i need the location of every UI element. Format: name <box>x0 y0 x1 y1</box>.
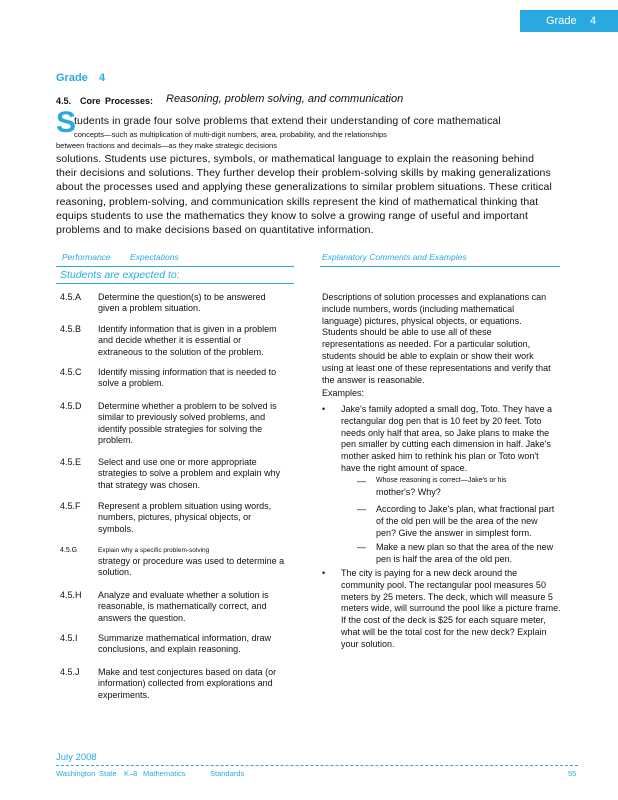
expectation-item <box>60 457 300 493</box>
section-title: Reasoning, problem solving, and communication <box>166 93 404 105</box>
intro-line-3: between fractions and decimals—as they make strategic decisions <box>56 141 277 150</box>
expected-subheading: Students are expected to: <box>60 269 180 281</box>
left-heading-rule <box>56 266 294 267</box>
bullet-dot: • <box>322 568 326 578</box>
example-1-text: Jake's family adopted a small dog, Toto. They have a rectangular dog pen that is 10 feet by 20 feet. Toto needs only half that area, so Jake plans to make the pen smaller by cutting each dimension in half. Jake's mother asked him to rethink his plan or Toto won't have the right amount of space. <box>341 404 553 473</box>
expectation-item <box>60 633 300 657</box>
item-number: 4.5.C <box>60 367 82 377</box>
item-text: Represent a problem situation using words, numbers, pictures, physical objects, or symbols. <box>98 501 272 534</box>
item-text: strategy or procedure was used to determine a solution. <box>98 556 285 578</box>
expectation-item <box>60 501 300 537</box>
example-1-question-2: According to Jake's plan, what fractional part of the old pen will be the area of the new pen? Give the answer in simplest form. <box>376 504 555 538</box>
example-1-question-3: Make a new plan so that the area of the new pen is half the area of the old pen. <box>376 542 554 564</box>
grade-tab-number: 4 <box>590 15 597 27</box>
right-heading-rule <box>320 266 560 267</box>
item-text: Summarize mathematical information, draw conclusions, and explain reasoning. <box>98 633 272 655</box>
item-text: Determine whether a problem to be solved is similar to previously solved problems, and identify possible strategies for solving the problem. <box>98 401 277 446</box>
intro-line-2: concepts—such as multiplication of multi-digit numbers, area, probability, and the relationships <box>74 130 387 139</box>
intro-body-line: their decisions and solutions. They further develop their problem-solving skills by making generalizations <box>56 167 551 180</box>
dash-mark: — <box>357 476 366 486</box>
intro-body-line: equips students to use the mathematics they know to solve a growing range of useful and important <box>56 209 528 222</box>
item-number: 4.5.E <box>60 457 82 467</box>
expectation-item <box>60 545 300 581</box>
item-text-small: Explain why a specific problem-solving <box>98 547 210 554</box>
dash-mark: — <box>357 504 366 514</box>
footer-rule <box>56 765 578 766</box>
item-number: 4.5.A <box>60 292 82 302</box>
footer-page-number: 55 <box>568 769 577 778</box>
item-text: Identify information that is given in a problem and decide whether it is essential or extraneous to the solution of the problem. <box>98 324 277 357</box>
item-text: Analyze and evaluate whether a solution is reasonable, is mathematically correct, and answers the question. <box>98 590 269 623</box>
item-number: 4.5.B <box>60 324 82 334</box>
example-2-text: The city is paying for a new deck around the community pool. The rectangular pool measures 50 meters by 25 meters. The deck, which will measure 5 meters wide, will surround the pool like a picture frame. If the cost of the deck is $25 for each square meter, what will be the total cost for the new deck? Explain your solution. <box>341 568 561 649</box>
expectation-item <box>60 667 300 703</box>
footer-date: July 2008 <box>56 752 97 763</box>
intro-body-line: reasoning, problem-solving, and communication skills represent the kind of mathematical thinking that <box>56 195 539 208</box>
intro-body-line: solutions. Students use pictures, symbols, or mathematical language to explain the reasoning behind <box>56 153 535 165</box>
footer-mathematics: Mathematics <box>143 769 186 778</box>
section-grade-word: Grade <box>56 72 88 84</box>
intro-body <box>56 152 576 237</box>
footer-standards: Standards <box>210 769 245 778</box>
section-number: 4.5. <box>56 96 72 106</box>
item-number: 4.5.J <box>60 667 80 677</box>
expectation-item <box>60 401 300 449</box>
expectation-item <box>60 292 300 316</box>
left-subheading-rule <box>56 283 294 284</box>
intro-body-line: about the processes used and applying these generalizations to similar problem situations. These critical <box>56 181 552 194</box>
comments-paragraph: Descriptions of solution processes and explanations can include numbers, words (including mathematical language) pictures, physical objects, or equations. Students should be able to use all of these representations as needed. For a particular solution, students should be able to explain or show their work using at least one of these representations and verify that the answer is reasonable. <box>322 292 551 385</box>
bullet-dot: • <box>322 404 326 414</box>
item-text: Make and test conjectures based on data (or information) collected from explorations and experiments. <box>98 667 277 700</box>
intro-body-line: problems and to make decisions based on quantitative information. <box>56 224 374 237</box>
grade-tab <box>520 10 618 32</box>
intro-dropcap: S <box>56 106 77 139</box>
item-number: 4.5.I <box>60 633 78 643</box>
intro-line-1: tudents in grade four solve problems that extend their understanding of core mathematical <box>74 115 501 127</box>
item-number: 4.5.H <box>60 590 82 600</box>
expectations-heading: Expectations <box>130 252 179 262</box>
example-1-question-1: mother's? Why? <box>376 487 441 497</box>
section-processes: Processes: <box>105 96 154 106</box>
item-text: Select and use one or more appropriate strategies to solve a problem and explain why that strategy was chosen. <box>98 457 281 490</box>
expectation-item <box>60 590 300 626</box>
comments-heading: Explanatory Comments and Examples <box>322 252 467 262</box>
expectation-item <box>60 324 300 360</box>
item-text: Determine the question(s) to be answered given a problem situation. <box>98 292 266 314</box>
item-number: 4.5.F <box>60 501 81 511</box>
grade-tab-word: Grade <box>546 15 577 27</box>
footer-k8: K–8 <box>124 769 138 778</box>
performance-heading: Performance <box>62 252 111 262</box>
item-number: 4.5.G <box>60 547 78 554</box>
examples-label: Examples: <box>322 388 365 398</box>
expectation-item <box>60 367 300 391</box>
item-number: 4.5.D <box>60 401 82 411</box>
section-core: Core <box>80 96 101 106</box>
item-text: Identify missing information that is needed to solve a problem. <box>98 367 277 389</box>
section-grade-number: 4 <box>99 72 106 84</box>
footer-state: State <box>99 769 117 778</box>
dash-mark: — <box>357 542 366 552</box>
example-1-question-1-small: Whose reasoning is correct—Jake's or his <box>376 477 507 484</box>
footer-washington: Washington <box>56 769 96 778</box>
